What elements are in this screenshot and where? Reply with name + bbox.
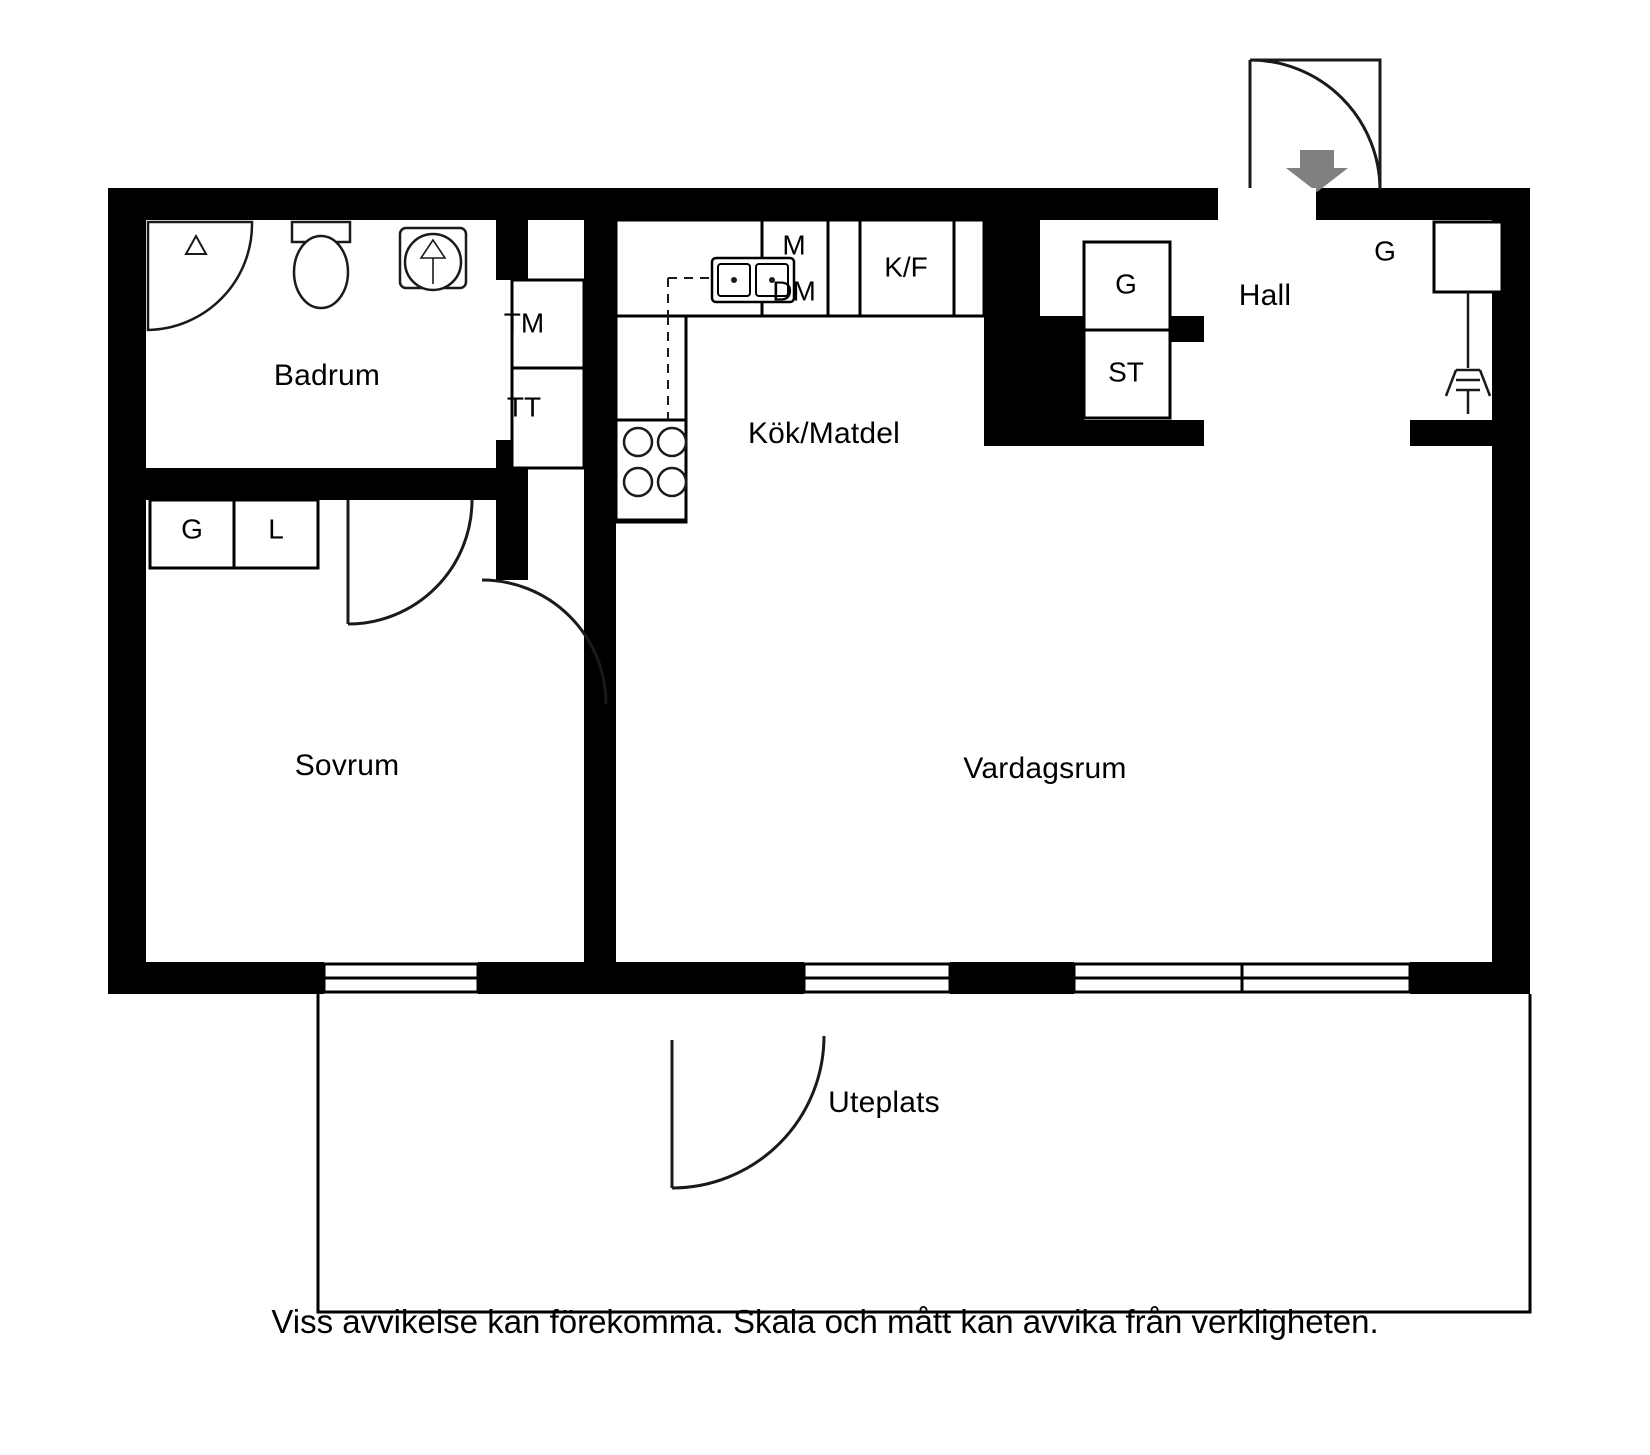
door-swing-uteplats (672, 1036, 824, 1188)
entry-arrow-icon (1286, 150, 1348, 192)
appliance-label-stadskap: ST (1108, 356, 1144, 388)
appliance-label-diskmaskin: DM (772, 275, 816, 307)
appliance-label-torktumlare: TT (506, 391, 542, 423)
appliance-label-tvattmaskin: TM (503, 307, 545, 339)
room-label-vardagsrum: Vardagsrum (963, 752, 1127, 786)
appliance-label-kyl-frys: K/F (884, 251, 928, 283)
bedroom-closets (150, 500, 318, 568)
room-label-hall: Hall (1238, 279, 1292, 313)
toilet-icon (294, 236, 348, 308)
room-label-uteplats: Uteplats (828, 1086, 940, 1120)
appliance-label-garderob-sovrum: G (181, 513, 203, 545)
bathroom-fixtures (148, 222, 466, 330)
appliance-label-mikro: M (782, 229, 806, 261)
shower-icon (148, 222, 252, 330)
hall-closets (1084, 222, 1502, 418)
appliance-label-linneskap: L (268, 513, 284, 545)
interior-walls (146, 220, 1530, 994)
appliance-label-garderob-hall-vanster: G (1115, 268, 1137, 300)
room-label-badrum: Badrum (273, 359, 381, 393)
closet-g-hall-right (1434, 222, 1502, 292)
room-label-sovrum: Sovrum (294, 749, 400, 783)
appliance-label-garderob-hall-hoger: G (1374, 235, 1396, 267)
disclaimer-text: Viss avvikelse kan förekomma. Skala och mått kan avvika från verkligheten. (271, 1303, 1379, 1340)
uteplats-outline (318, 994, 1530, 1312)
door-swing-badrum (348, 500, 472, 624)
room-label-kok-matdel: Kök/Matdel (747, 417, 901, 451)
kitchen-units (616, 220, 984, 522)
electrical-symbol (1446, 292, 1490, 414)
